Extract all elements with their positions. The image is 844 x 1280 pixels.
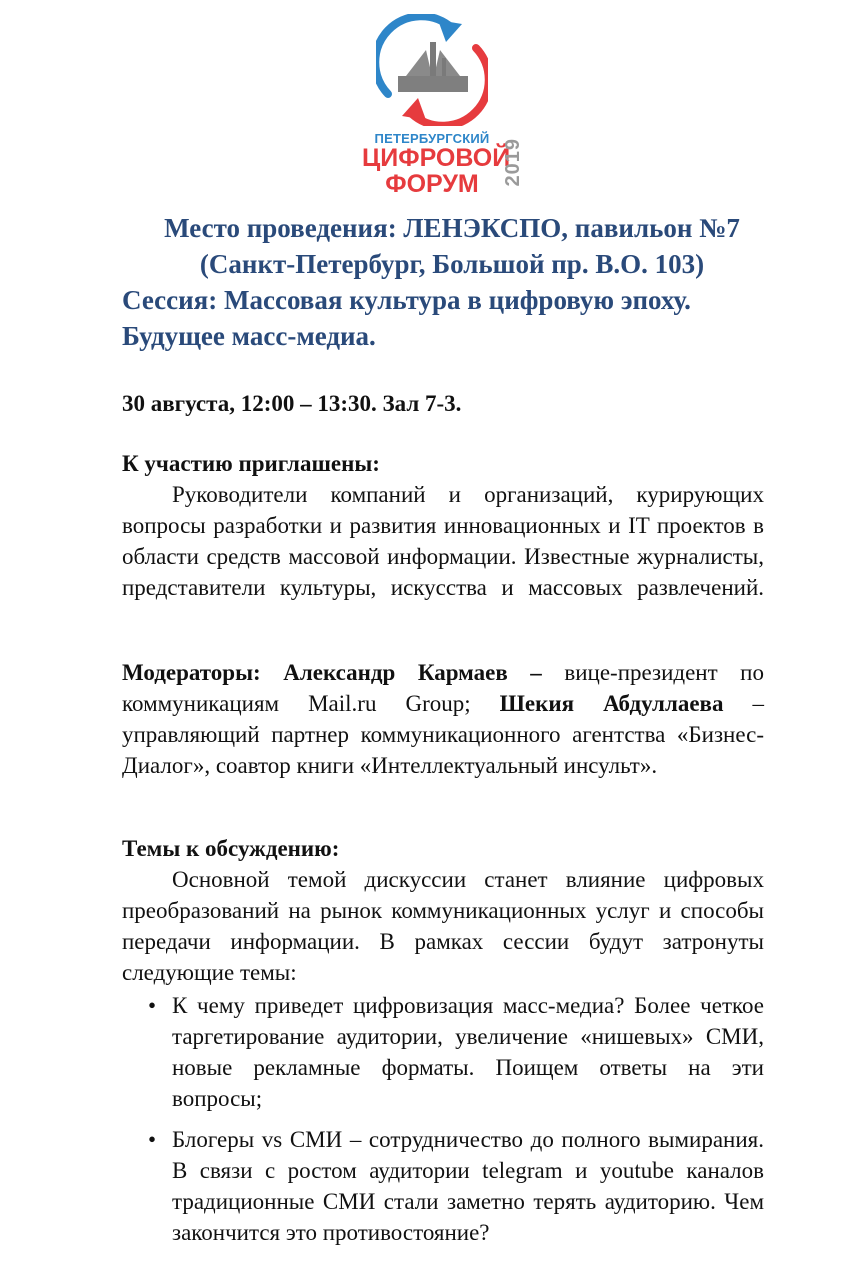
session-line-2: Будущее масс-медиа. — [122, 321, 376, 351]
topics-heading: Темы к обсуждению: — [122, 836, 340, 861]
moderators-paragraph — [122, 657, 764, 781]
logo-line-petersburg: ПЕТЕРБУРГСКИЙ — [374, 131, 490, 146]
invited-heading: К участию приглашены: — [122, 451, 380, 476]
moderator-desc-1: вице-президент по коммуникациям Mail.ru Group; — [122, 660, 764, 716]
logo-year: 2019 — [502, 138, 524, 187]
topics-intro: Основной темой дискуссии станет влияние цифровых преобразований на рынок коммуникационных услуг и способы передачи информации. В рамках сессии будут затронуты следующие темы: — [122, 867, 764, 985]
bridge-emblem-icon — [376, 14, 488, 126]
logo-line-digital: ЦИФРОВОЙ — [362, 144, 511, 172]
event-header — [122, 210, 782, 354]
moderator-name-1: Александр Кармаев – — [283, 660, 542, 685]
list-item: • К чему приведет цифровизация масс-медиа? Более четкое таргетирование аудитории, увеличение «нишевых» СМИ, новые рекламные форматы. Поищем ответы на эти вопросы; — [148, 990, 764, 1114]
moderator-desc-2: – управляющий партнер коммуникационного агентства «Бизнес-Диалог», соавтор книги «Интеллектуальный инсульт». — [122, 691, 765, 778]
moderator-name-2: Шекия Абдуллаева — [499, 691, 724, 716]
invited-text — [122, 479, 764, 603]
event-datetime: 30 августа, 12:00 – 13:30. Зал 7-3. — [122, 391, 462, 416]
list-item: • Блогеры vs СМИ – сотрудничество до полного вымирания. В связи с ростом аудитории telegram и youtube каналов традиционные СМИ стали заметно терять аудиторию. Чем закончится это противостояние? — [148, 1124, 764, 1248]
venue-line-1: Место проведения: ЛЕНЭКСПО, павильон №7 — [164, 213, 740, 243]
session-line-1: Сессия: Массовая культура в цифровую эпоху. — [122, 285, 691, 315]
logo-line-forum: ФОРУМ — [385, 170, 479, 198]
topics-list — [148, 990, 764, 1258]
forum-logo — [362, 14, 524, 198]
logo-wordmark — [362, 131, 511, 198]
venue-line-2: (Санкт-Петербург, Большой пр. В.О. 103) — [199, 249, 705, 279]
invited-body: Руководители компаний и организаций, курирующих вопросы разработки и развития инновационных и IT проектов в области средств массовой информации. Известные журналисты, представители культуры, искусства и массовых развлечений. — [122, 482, 764, 600]
moderators-label: Модераторы: — [122, 660, 261, 685]
